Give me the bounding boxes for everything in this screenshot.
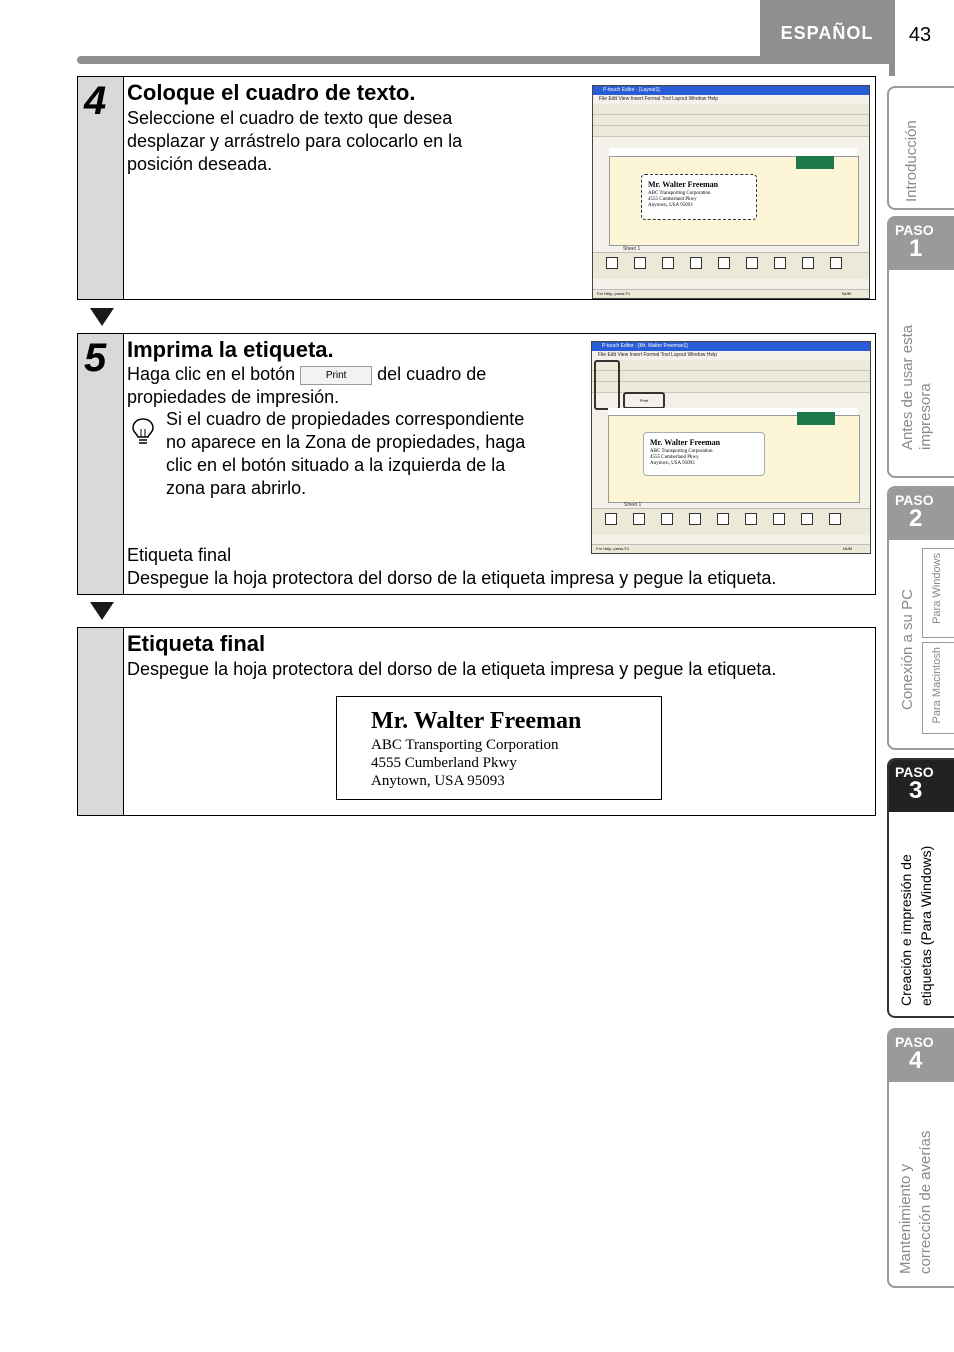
- paso-1-text: Antes de usar esta impresora: [899, 324, 934, 450]
- clip-art-icon: [801, 513, 813, 525]
- subtab-windows[interactable]: [922, 548, 954, 638]
- tab-introduccion[interactable]: [887, 86, 954, 210]
- paso-4-text: corrección de averías: [917, 1130, 934, 1274]
- step-5-title: Imprima la etiqueta.: [127, 337, 334, 362]
- frame-icon: [690, 257, 702, 269]
- status-bar: [592, 544, 870, 553]
- label-line: Anytown, USA 95093: [371, 773, 505, 789]
- toolbar-row: [593, 115, 869, 126]
- step-4-line: posición deseada.: [127, 154, 273, 174]
- step-4-line: Seleccione el cuadro de texto que desea: [127, 108, 453, 128]
- label-line: ABC Transporting Corporation: [371, 737, 559, 753]
- subtab-macintosh[interactable]: [922, 642, 954, 734]
- barcode-icon: [661, 513, 673, 525]
- down-arrow-icon: [90, 602, 114, 620]
- status-text: For Help, press F1: [596, 546, 630, 551]
- tab-paso-3[interactable]: [887, 758, 954, 1018]
- frame-icon: [689, 513, 701, 525]
- tab-paso-1[interactable]: [887, 216, 954, 478]
- label-name: Mr. Walter Freeman: [648, 180, 719, 189]
- paso-word: PASO: [895, 492, 934, 508]
- language-tab: [760, 0, 894, 56]
- printed-label: [336, 696, 662, 800]
- paso-4-header: [889, 1030, 954, 1082]
- paso-number: 2: [909, 505, 923, 532]
- arrange-text-icon: [633, 513, 645, 525]
- tool-bar-bottom: [592, 508, 870, 535]
- step-5-text: Haga clic en el botón: [127, 364, 296, 384]
- paso-4-text: Mantenimiento y: [897, 1163, 914, 1274]
- label-line: Anytown, USA 95093: [650, 461, 695, 466]
- paso-3-header: [889, 760, 954, 812]
- step-5-final-title: Etiqueta final: [127, 545, 232, 565]
- label-line: Anytown, USA 95093: [648, 203, 693, 208]
- tab-introduccion-label: Introducción: [903, 120, 920, 202]
- symbol-icon: [830, 257, 842, 269]
- paso-word: PASO: [895, 222, 934, 238]
- step-4-line: desplazar y arrástrelo para colocarlo en la: [127, 131, 463, 151]
- paso-2-text: Conexión a su PC: [899, 589, 916, 710]
- step-5-number: 5: [84, 336, 107, 380]
- num-indicator: NUM: [841, 291, 851, 296]
- step-5-text: del cuadro de: [377, 364, 487, 384]
- print-button: [300, 366, 372, 385]
- label-name: Mr. Walter Freeman: [371, 708, 582, 734]
- hint-line: Si el cuadro de propiedades correspondiente: [166, 409, 525, 429]
- menu-bar: File Edit View Insert Format Tool Layout Window Help: [598, 352, 718, 358]
- label-name: Mr. Walter Freeman: [650, 438, 721, 447]
- toolbar-row: [593, 104, 869, 115]
- hint-line: no aparece en la Zona de propiedades, haga: [166, 432, 526, 452]
- language-label: ESPAÑOL: [780, 22, 874, 43]
- clip-art-icon: [802, 257, 814, 269]
- label-line: 4555 Cumberland Pkwy: [371, 755, 517, 771]
- window-titlebar: P-touch Editor - [Layout1]: [593, 86, 869, 95]
- sheet-tab: Sheet 1: [624, 502, 642, 508]
- subtab-macintosh-label: Para Macintosh: [931, 647, 943, 724]
- down-arrow-icon: [90, 308, 114, 326]
- label-line: ABC Transporting Corporation: [648, 191, 711, 196]
- toolbar-row: [592, 371, 870, 382]
- status-text: For Help, press F1: [597, 291, 631, 296]
- step-4-number: 4: [84, 79, 107, 123]
- toolbar-row: [592, 360, 870, 371]
- print-button-highlight: [623, 392, 665, 409]
- properties-toggle-highlight: [594, 360, 620, 410]
- step-5-final-text: Despegue la hoja protectora del dorso de la etiqueta impresa y pegue la etiqueta.: [127, 568, 777, 588]
- text-tool-icon: [606, 257, 618, 269]
- final-gutter: [78, 628, 124, 815]
- final-text: Despegue la hoja protectora del dorso de la etiqueta impresa y pegue la etiqueta.: [127, 659, 777, 679]
- header-rule: [77, 56, 895, 64]
- screen-capture-icon: [773, 513, 785, 525]
- menu-bar: File Edit View Insert Format Tool Layout Window Help: [599, 96, 719, 102]
- image-icon: [746, 257, 758, 269]
- subtab-windows-label: Para Windows: [931, 553, 943, 624]
- screenshot-layout: [592, 85, 870, 299]
- green-box: [796, 156, 834, 169]
- sheet-tab: Sheet 1: [623, 246, 641, 252]
- page-number: 43: [908, 24, 932, 46]
- label-line: 4555 Cumberland Pkwy: [650, 455, 699, 460]
- label-line: ABC Transporting Corporation: [650, 449, 713, 454]
- paso-2-header: [889, 488, 954, 540]
- window-titlebar: P-touch Editor - [Mr. Walter Freeman1]: [592, 342, 870, 351]
- table-icon: [718, 257, 730, 269]
- text-box: [641, 174, 757, 220]
- paso-word: PASO: [895, 764, 934, 780]
- paso-number: 3: [909, 777, 923, 804]
- screen-capture-icon: [774, 257, 786, 269]
- num-indicator: NUM: [842, 546, 852, 551]
- symbol-icon: [829, 513, 841, 525]
- print-button-label: Print: [325, 369, 347, 381]
- status-bar: [593, 289, 869, 298]
- screenshot-print: [591, 341, 871, 554]
- step-5-text: propiedades de impresión.: [127, 387, 340, 407]
- label-line: 4555 Cumberland Pkwy: [648, 197, 697, 202]
- barcode-icon: [662, 257, 674, 269]
- print-label: Print: [639, 398, 649, 403]
- image-icon: [745, 513, 757, 525]
- paso-1-header: [889, 218, 954, 270]
- hint-line: zona para abrirlo.: [166, 478, 307, 498]
- toolbar-row: [593, 126, 869, 137]
- paso-3-text: etiquetas (Para Windows): [918, 845, 934, 1006]
- lightbulb-icon: [131, 417, 155, 447]
- tab-paso-4[interactable]: [887, 1028, 954, 1288]
- step-4-title: Coloque el cuadro de texto.: [127, 80, 416, 105]
- arrange-text-icon: [634, 257, 646, 269]
- text-tool-icon: [605, 513, 617, 525]
- paso-word: PASO: [895, 1034, 934, 1050]
- tool-bar-bottom: [593, 252, 869, 279]
- text-box: [643, 432, 765, 476]
- green-box: [797, 412, 835, 425]
- paso-3-text: Creación e impresión de: [898, 854, 914, 1006]
- table-icon: [717, 513, 729, 525]
- final-title: Etiqueta final: [127, 631, 266, 656]
- paso-number: 4: [909, 1047, 923, 1074]
- paso-number: 1: [909, 235, 923, 262]
- hint-line: clic en el botón situado a la izquierda de la: [166, 455, 506, 475]
